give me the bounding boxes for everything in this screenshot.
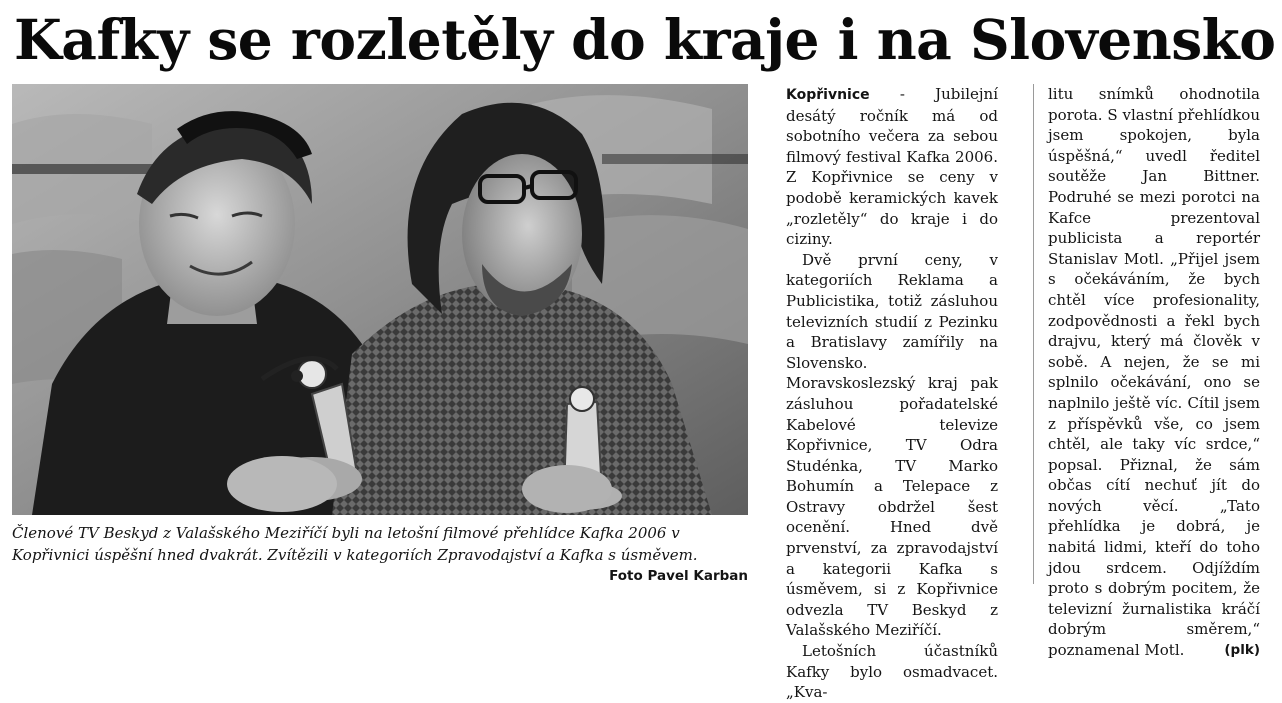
column-divider xyxy=(1033,84,1034,584)
article-column-2 xyxy=(1048,84,1260,660)
article-paragraph: litu snímků ohodnotila porota. S vlastní přehlídkou jsem spokojen, byla úspěšná,“ uvedl ředitel soutěže Jan Bittner. Podruhé se mezi porotci na Kafce prezentoval publicista a reportér Stanislav Motl. „Přijel jsem s očekáváním, že bych chtěl více profesionality, zodpovědnosti a řekl bych drajvu, který má člověk v sobě. A nejen, že se mi splnilo očekávání, ono se naplnilo ještě víc. Cítil jsem z příspěvků vše, co jsem chtěl, ale taky víc srdce,“ popsal. Přiznal, že sám občas cítí nechuť jít do nových věcí. „Tato přehlídka je dobrá, je nabitá lidmi, kteří do toho jdou srdcem. Odjíždím proto s dobrým pocitem, že televizní žurnalistika kráčí dobrým směrem,“ poznamenal Motl. xyxy=(1048,85,1260,660)
headline: Kafky se rozletěly do kraje i na Slovensko xyxy=(14,7,1276,72)
dateline: Kopřivnice xyxy=(786,87,870,103)
author-signature: (plk) xyxy=(1224,642,1260,659)
article-paragraph xyxy=(786,84,998,250)
article-column-1 xyxy=(786,84,998,702)
photo-caption: Členové TV Beskyd z Valašského Meziříčí byli na letošní filmové přehlídce Kafka 2006 v Kopřivnici úspěšní hned dvakrát. Zvítězili v kategoriích Zpravodajství a Kafka s úsměvem. xyxy=(12,524,698,564)
article-photo xyxy=(12,84,748,515)
photo-credit: Foto Pavel Karban xyxy=(609,568,748,584)
article-paragraph: Dvě první ceny, v kategoriích Reklama a Publicistika, totiž zásluhou televizních studií z Pezinku a Bratislavy zamířily na Slovensko. Moravskoslezský kraj pak zásluhou pořadatelské Kabelové televize Kopřivnice, TV Odra Studénka, TV Marko Bohumín a Telepace z Ostravy obdržel šest ocenění. Hned dvě prvenství, za zpravodajství a kategorii Kafka s úsměvem, si z Kopřivnice odvezla TV Beskyd z Valašského Meziříčí. xyxy=(786,250,998,640)
paragraph-text: - Jubilejní desátý ročník má od sobotního večera za sebou filmový festival Kafka 2006. Z Kopřivnice se ceny v podobě keramických kavek „rozletěly“ do kraje i do ciziny. xyxy=(786,85,998,249)
article-paragraph: Letošních účastníků Kafky bylo osmadvacet. „Kva- xyxy=(786,642,998,702)
